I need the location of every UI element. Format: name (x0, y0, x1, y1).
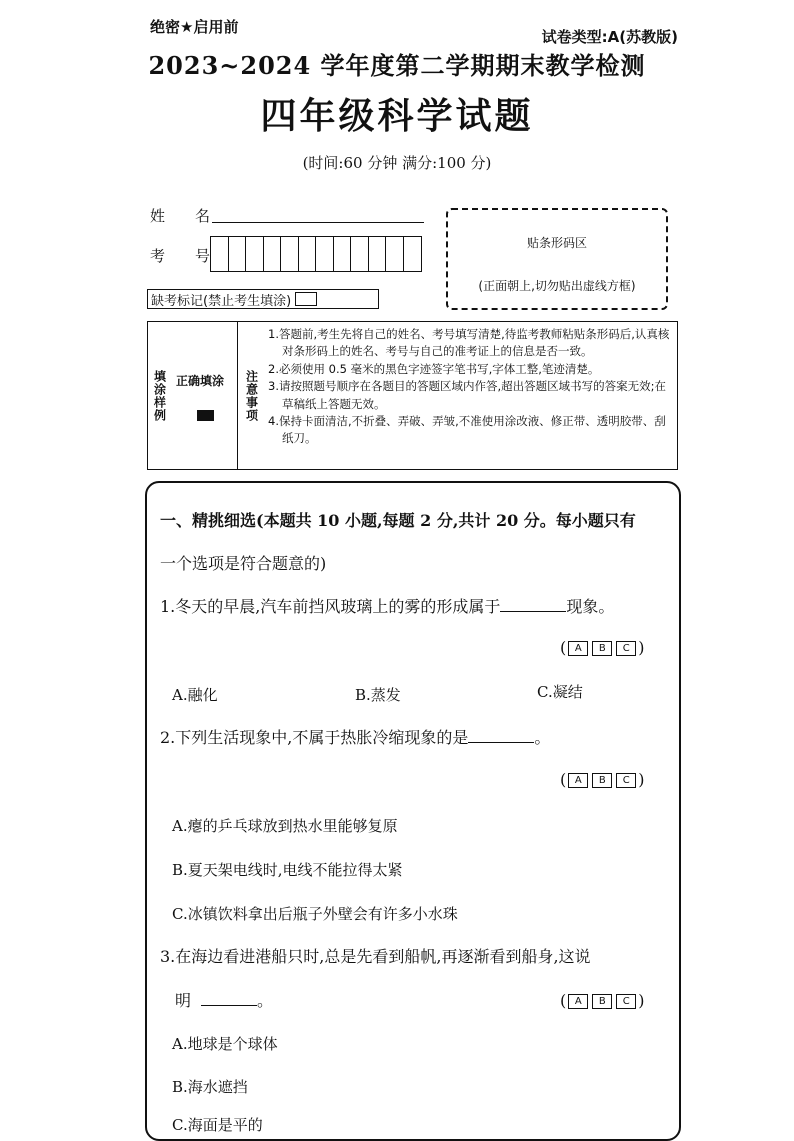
section-heading-line2: 一个选项是符合题意的) (160, 554, 327, 573)
exam-title: 2023~2024 学年度第二学期期末教学检测 (148, 51, 646, 80)
answer-blank[interactable] (468, 728, 534, 743)
correct-fill-label: 正确填涂 (176, 374, 225, 388)
section-heading (160, 509, 636, 533)
absent-label: 缺考标记(禁止考生填涂) (151, 293, 292, 309)
answer-blank[interactable] (201, 991, 257, 1006)
choice-a-box[interactable]: A (568, 994, 588, 1009)
id-cell[interactable] (299, 237, 317, 271)
rule-item: 1.答题前,考生先将自己的姓名、考号填写清楚,待监考教师粘贴条形码后,认真核对条形码上的姓名、考号与自己的准考证上的信息是否一致。 (268, 327, 670, 359)
rules-list (268, 326, 672, 448)
paper-type: 试卷类型:A(苏教版) (541, 28, 678, 46)
option-c: C.海面是平的 (172, 1116, 263, 1134)
question-stem: 明 (175, 991, 192, 1010)
barcode-area (446, 208, 668, 310)
absent-mark (147, 289, 379, 309)
id-cell[interactable] (229, 237, 247, 271)
rule-item: 4.保持卡面清洁,不折叠、弄破、弄皱,不准使用涂改液、修正带、透明胶带、刮纸刀。 (268, 414, 666, 446)
fill-sample-mark (197, 410, 214, 421)
answer-blank[interactable] (500, 597, 566, 612)
question-stem-end: 。 (534, 728, 551, 747)
id-cell[interactable] (316, 237, 334, 271)
id-cell[interactable] (281, 237, 299, 271)
time-score-info: (时间:60 分钟 满分:100 分) (302, 154, 492, 172)
rule-item: 3.请按照题号顺序在各题目的答题区域内作答,超出答题区域书写的答案无效;在草稿纸上答题无效。 (268, 379, 666, 411)
option-a: A.地球是个球体 (172, 1035, 278, 1053)
choice-b-box[interactable]: B (592, 773, 612, 788)
question-stem: 1.冬天的早晨,汽车前挡风玻璃上的雾的形成属于 (160, 597, 501, 616)
name-field[interactable] (212, 220, 424, 223)
notes-label: 注意事项 (244, 369, 259, 422)
option-c: C.凝结 (537, 683, 583, 701)
absent-checkbox[interactable] (295, 292, 317, 306)
question-3: 3.在海边看进港船只时,总是先看到船帆,再逐渐看到船身,这说 (160, 947, 591, 966)
choice-boxes: ( A B C ) (560, 991, 645, 1010)
id-cell[interactable] (351, 237, 369, 271)
id-cell[interactable] (246, 237, 264, 271)
question-stem-end: 。 (257, 991, 274, 1010)
choice-boxes: ( A B C ) (560, 770, 645, 789)
id-cell[interactable] (264, 237, 282, 271)
id-cell[interactable] (404, 237, 422, 271)
barcode-title: 贴条形码区 (526, 236, 587, 250)
id-cell[interactable] (334, 237, 352, 271)
option-b: B.夏天架电线时,电线不能拉得太紧 (172, 861, 403, 879)
question-stem: 2.下列生活现象中,不属于热胀冷缩现象的是 (160, 728, 469, 747)
exam-id-grid[interactable] (210, 236, 422, 272)
question-2 (160, 726, 550, 750)
option-a: A.融化 (172, 686, 218, 704)
choice-a-box[interactable]: A (568, 641, 588, 656)
id-cell[interactable] (211, 237, 229, 271)
choice-c-box[interactable]: C (616, 773, 636, 788)
subject-title: 四年级科学试题 (260, 96, 534, 137)
confidential-label: 绝密★启用前 (150, 18, 239, 36)
option-c: C.冰镇饮料拿出后瓶子外壁会有许多小水珠 (172, 905, 458, 923)
choice-c-box[interactable]: C (616, 641, 636, 656)
rule-item: 2.必须使用 0.5 毫米的黑色字迹签字笔书写,字体工整,笔迹清楚。 (268, 361, 600, 376)
id-label: 考 号 (150, 247, 211, 265)
choice-b-box[interactable]: B (592, 641, 612, 656)
choice-c-box[interactable]: C (616, 994, 636, 1009)
question-stem-end: 现象。 (566, 597, 615, 616)
option-b: B.蒸发 (355, 686, 401, 704)
sample-label: 填涂样例 (152, 369, 167, 422)
section-heading-line1: 一、精挑细选(本题共 10 小题,每题 2 分,共计 20 分。每小题只有 (160, 511, 636, 530)
notice-box (147, 321, 678, 470)
choice-boxes: ( A B C ) (560, 638, 645, 657)
choice-a-box[interactable]: A (568, 773, 588, 788)
question-3-line2 (175, 989, 273, 1013)
choice-b-box[interactable]: B (592, 994, 612, 1009)
barcode-note: (正面朝上,切勿贴出虚线方框) (478, 279, 636, 293)
name-label: 姓 名 (150, 207, 211, 225)
option-b: B.海水遮挡 (172, 1078, 248, 1096)
question-1 (160, 595, 614, 619)
id-cell[interactable] (386, 237, 404, 271)
option-a: A.瘪的乒乓球放到热水里能够复原 (172, 817, 398, 835)
id-cell[interactable] (369, 237, 387, 271)
